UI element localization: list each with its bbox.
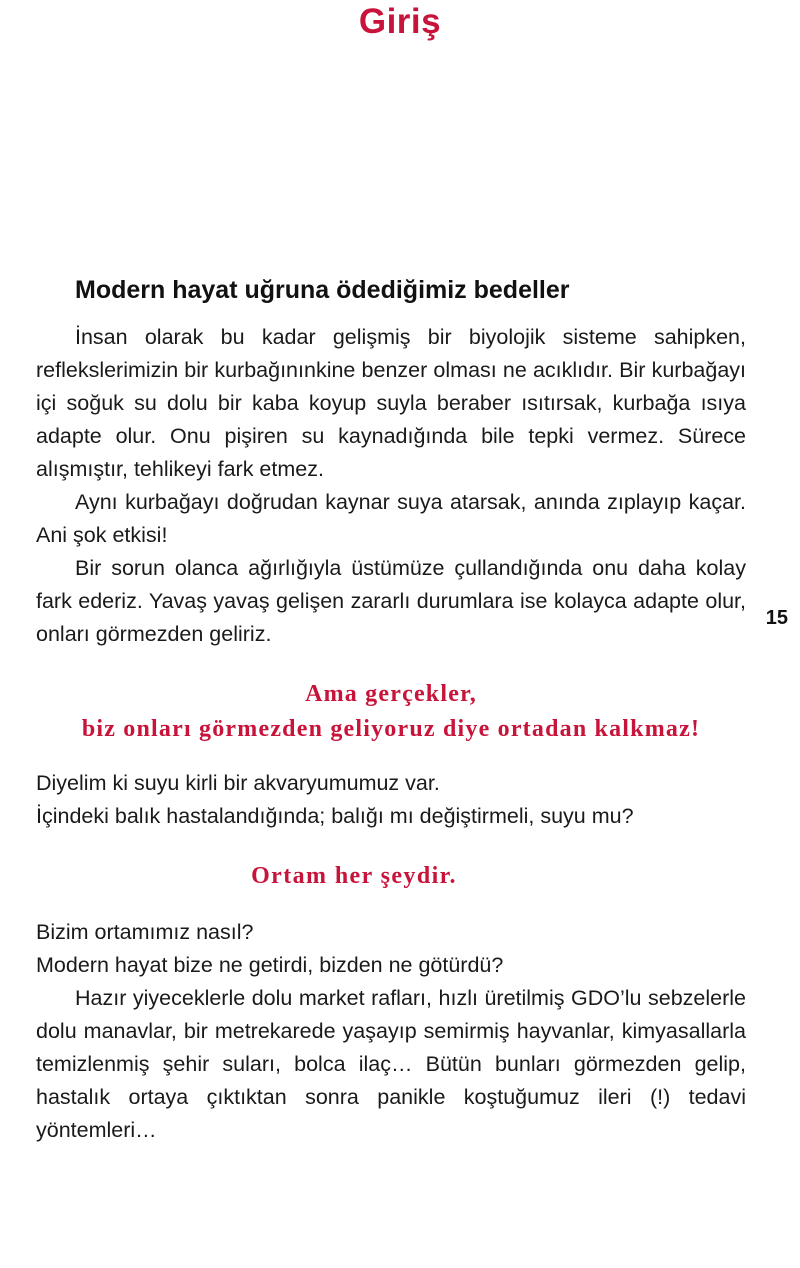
paragraph-1: İnsan olarak bu kadar gelişmiş bir biyolojik sisteme sahipken, reflekslerimizin bir kurbağınınkine benzer olması ne acıklıdır. Bir kurbağayı içi soğuk su dolu bir kaba koyup suyla beraber ısıtırsak, kurbağa ısıya adapte olur. Onu pişiren su kaynadığında bile tepki vermez. Sürece alışmıştır, tehlikeyi fark etmez. [36,325,746,481]
paragraph-group-intro [36,321,746,651]
paragraph-8: Hazır yiyeceklerle dolu market rafları, hızlı üretilmiş GDO’lu sebzelerle dolu manavlar, bir metrekarede yaşayıp semirmiş hayvanlar, kimyasallarla temizlenmiş şehir suları, bolca ilaç… Bütün bunları görmezden gelip, hastalık ortaya çıktıktan sonra panikle koştuğumuz ileri (!) tedavi yöntemleri… [36,986,746,1142]
mini-quote: Ortam her şeydir. [251,863,457,889]
pull-quote [36,677,746,747]
paragraph-3: Bir sorun olanca ağırlığıyla üstümüze çullandığında onu daha kolay fark ederiz. Yavaş yavaş gelişen zararlı durumlara ise kolayca adapte olur, onları görmezden geliriz. [36,556,746,646]
page-number: 15 [765,607,788,629]
paragraph-6: Bizim ortamımız nasıl? [36,920,254,944]
paragraph-4: Diyelim ki suyu kirli bir akvaryumumuz var. [36,771,440,795]
section-heading: Modern hayat uğruna ödediğimiz bedeller [75,276,570,304]
paragraph-group-closing [36,916,746,1147]
chapter-title: Giriş [358,2,442,41]
page-content [36,276,746,1147]
paragraph-7: Modern hayat bize ne getirdi, bizden ne götürdü? [36,953,504,977]
pull-quote-line-1: Ama gerçekler, [305,681,477,707]
paragraph-5: İçindeki balık hastalandığında; balığı mı değiştirmeli, suyu mu? [36,804,634,828]
paragraph-group-aquarium [36,767,746,833]
pull-quote-line-2: biz onları görmezden geliyoruz diye ortadan kalkmaz! [81,716,701,742]
paragraph-2: Aynı kurbağayı doğrudan kaynar suya atarsak, anında zıplayıp kaçar. Ani şok etkisi! [36,490,746,547]
